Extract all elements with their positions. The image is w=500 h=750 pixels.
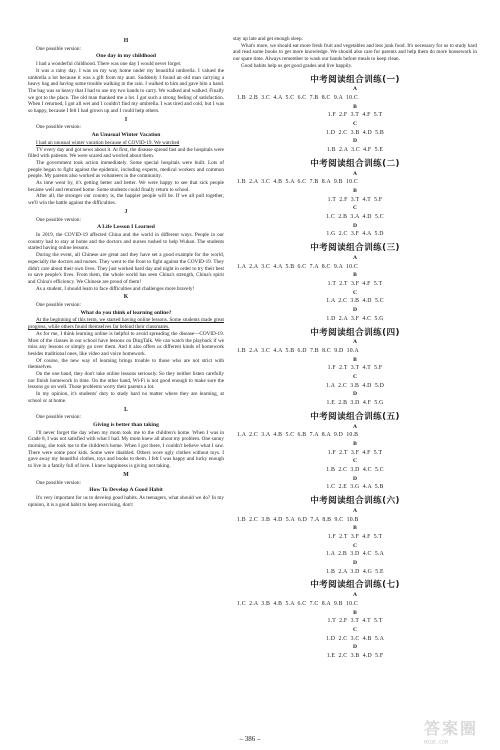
essay-paragraph: During the event, all Chinese are great and they have set a good example for the world, especially the doctors and nurses. They went to the front to fight against the COVID-19. They didn't care about their own lives. They just worked hard day and night in order to try their best to save people's lives. From them, the whole world has seen China's strength, China's spirit and China's efficiency. We Chinese are proud of them! — [28, 252, 224, 285]
essay-paragraph: In 2019, the COVID-19 affected China and the world in different ways. People in our country had to stay at home and the doctors and nurses rushed to help Wuhan. The students started having online lessons. — [28, 231, 224, 252]
essay-paragraph: As time went by, it's getting better and better. We were happy to see that sick people became well and returned home. Some students could finally return to school. — [28, 180, 224, 193]
right-column-answers — [233, 36, 477, 662]
answer-row: 1.B 2.C 3.D 4.C 5.C — [326, 467, 384, 474]
version-label: One possible version: — [36, 479, 81, 486]
answer-part-letter: D — [352, 644, 358, 651]
answer-row: 1.B 2.C 3.B 4.D 5.A 6.D 7.A 8.B 9.C 10.B — [237, 516, 359, 523]
answer-part-letter: D — [352, 307, 358, 314]
answer-row: 1.C 2.E 3.G 4.A 5.B — [326, 484, 384, 491]
answer-part-letter: C — [352, 627, 358, 633]
essay-title: One day in my childhood — [96, 53, 156, 60]
exercise-title: 中考阅读组合训练(六) — [310, 496, 400, 507]
section-letter: I — [124, 116, 128, 123]
answer-row: 1.A 2.C 3.B 4.D 5.D — [326, 382, 384, 389]
essay-paragraph: After all, the stronger our country is, the happier people will be. If we all pull together, we'll win the battle against the difficulties. — [28, 193, 224, 207]
exercise-title: 中考阅读组合训练(三) — [310, 243, 400, 254]
answer-row: 1.B 2.A 3.D 4.G 5.E — [326, 568, 384, 575]
answer-row: 1.T 2.T 3.F 4.F 5.T — [327, 280, 383, 287]
exercise-title: 中考阅读组合训练(二) — [310, 158, 400, 169]
answer-row: 1.A 2.C 3.A 4.B 5.C 6.B 7.A 8.A 9.D 10.B — [237, 432, 359, 439]
answer-row: 1.F 2.T 3.F 4.F 5.T — [327, 533, 383, 540]
section-letter: J — [124, 208, 128, 215]
answer-row: 1.B 2.B 3.C 4.A 5.C 6.C 7.B 8.C 9.A 10.C — [237, 94, 358, 101]
answer-row: 1.D 2.C 3.C 4.B 5.A — [326, 635, 384, 642]
answer-row: 1.A 2.C 3.B 4.D 5.C — [326, 298, 384, 305]
exercise-title: 中考阅读组合训练(四) — [310, 327, 400, 338]
section-letter: L — [124, 406, 128, 413]
answer-part-letter: D — [352, 222, 358, 229]
section-letter: K — [123, 294, 129, 301]
essay-paragraph: In my opinion, it's students' duty to study hard no matter where they are learning, at school or at home. — [28, 391, 224, 404]
essay-paragraph: What's more, we should eat more fresh fruit and vegetables and less junk food. It's necessary for us to study hard and read some books to get more knowledge. We should also care for parents and help them do more housework in our spare time. Always remember to wash our hands before meals to keep clean. — [233, 42, 477, 63]
essay-title: An Unusual Winter Vacation — [91, 132, 161, 139]
answer-row: 1.T 2.F 3.T 4.T 5.T — [327, 618, 383, 625]
answer-row: 1.A 2.B 3.D 4.C 5.A — [326, 551, 384, 558]
answer-row: 1.F 2.T 3.F 4.F 5.T — [327, 449, 383, 456]
essay-paragraph: I'll never forget the day when my mom took me to the children's home. When I was in Grade 8, I was not satisfied with what I had. My mom knew all about my problem. One sunny morning, she took me to the children's home. When I got there, I couldn't believe what I saw. There were some poor kids. Some were disabled. Others wore ugly clothes without toys. I gave away my beautiful clothes, toys and books to them. I felt I was happy and lucky enough to live in a family full of love. I knew happiness is giving not taking. — [28, 429, 224, 470]
section-letter: M — [123, 471, 129, 478]
answer-row: 1.G 2.C 3.F 4.A 5.D — [326, 231, 384, 238]
answer-row: 1.E 2.B 3.D 4.F 5.G — [326, 400, 384, 407]
answer-row: 1.A 2.A 3.C 4.A 5.B 6.C 7.A 8.C 9.A 10.C — [237, 263, 358, 270]
essay-paragraph: stay up late and get enough sleep. — [233, 36, 303, 42]
version-label: One possible version: — [36, 124, 81, 131]
answer-part-letter: D — [352, 138, 358, 145]
answer-sections — [233, 74, 477, 660]
answer-part-letter: A — [352, 592, 358, 599]
answer-part-letter: A — [352, 86, 358, 93]
watermark-logo: 答案圈 — [424, 719, 479, 738]
essay-title: A Life Lesson I Learned — [97, 224, 155, 231]
answer-row: 1.D 2.A 3.F 4.C 5.G — [326, 315, 384, 322]
answer-part-letter: C — [352, 289, 358, 296]
answer-part-letter: B — [353, 187, 357, 194]
essay-paragraph: As for me, I think learning online is helpful to avoid spreading the disease—COVID-19. Most of the classes in our school have lessons on DingTalk. We can watch the playback if we miss any lessons or simply go over them. And it also offers us different kinds of homework besides traditional ones, like video and voice homework. — [28, 330, 224, 357]
left-column-essays — [28, 36, 224, 508]
exercise-title: 中考阅读组合训练(五) — [310, 411, 400, 422]
answer-part-letter: A — [352, 339, 358, 346]
essay-title: What do you think of learning online? — [80, 309, 172, 316]
answer-part-letter: B — [353, 609, 357, 616]
answer-row: 1.C 2.B 3.A 4.D 5.C — [326, 214, 384, 221]
essay-title: Giving is better than taking — [93, 421, 159, 428]
answer-row: 1.F 2.F 3.T 4.F 5.T — [327, 112, 383, 119]
essay-title: How To Develop A Good Habit — [89, 487, 163, 494]
answer-part-letter: D — [352, 475, 358, 482]
answer-part-letter: C — [352, 458, 358, 465]
answer-part-letter: A — [352, 254, 358, 261]
answer-part-letter: A — [352, 423, 358, 430]
answer-part-letter: C — [352, 374, 358, 381]
section-letter: H — [123, 38, 129, 44]
essay-paragraph: I had a wonderful childhood. There was one day I would never forget. — [36, 61, 182, 68]
answer-row: 1.T 2.F 3.T 4.T 5.F — [327, 196, 383, 203]
essay-paragraph: As a student, I should learn to face difficulties and challenges more bravely! — [36, 285, 195, 292]
answer-part-letter: D — [352, 560, 358, 567]
version-label: One possible version: — [36, 45, 81, 52]
version-label: One possible version: — [36, 302, 81, 309]
version-label: One possible version: — [36, 216, 81, 223]
answer-part-letter: B — [353, 356, 357, 363]
essay-paragraph: The government took action immediately. Some special hospitals were built. Lots of people began to fight against the epidemic, including experts, medical workers and common people. My parents also worked as volunteers in the community. — [28, 159, 224, 180]
essay-paragraph: TV every day and got news about it. At first, the disease spread fast and the hospitals were filled with patients. We were scared and worried about them. — [28, 146, 224, 160]
answer-row: 1.C 2.A 3.B 4.B 5.A 6.C 7.C 8.A 9.B 10.C — [237, 600, 358, 607]
version-label: One possible version: — [36, 414, 81, 421]
essay-paragraph: At the beginning of this term, we started having online lessons. Some students made great progress, while others found themselves far behind their classmates. — [28, 317, 224, 331]
answer-row: 1.B 2.A 3.C 4.F 5.E — [326, 147, 384, 154]
answer-row: 1.D 2.C 3.B 4.D 5.B — [326, 129, 384, 136]
answer-part-letter: B — [353, 103, 357, 110]
answer-part-letter: D — [352, 391, 358, 398]
answer-part-letter: A — [352, 170, 358, 177]
answer-row: 1.B 2.A 3.C 4.A 5.B 6.D 7.B 8.C 9.D 10.A — [237, 347, 359, 354]
answer-row: 1.F 2.T 3.T 4.T 5.F — [327, 365, 383, 372]
page-number: – 386 – — [239, 735, 261, 743]
essay-paragraph: I had an unusual winter vacation because of COVID-19. We watched — [36, 139, 180, 146]
answer-part-letter: C — [352, 542, 358, 549]
essay-paragraph: It's very important for us to develop good habits. As teenagers, what should we do? In my opinion, it is a good habit to keep exercising, don't — [28, 495, 224, 508]
essay-paragraph: It was a rainy day. I was on my way home under my beautiful umbrella. I valued the umbrella a lot because it was a gift from my aunt. Suddenly I found an old man carrying a heavy bag and having some trouble walking in the rain. I walked to him and gave him a hand. The bag was so heavy that I had to use my two hands to carry. We walked and walked. Finally we got to the place. The old man thanked me a lot. I got such a strong feeling of satisfaction. When I returned, I got all wet and I couldn't find my umbrella. I was tired and cold, but I was so happy, because I felt I had grown up and I could help others. — [28, 67, 224, 115]
answer-part-letter: C — [352, 205, 358, 212]
exercise-title: 中考阅读组合训练(七) — [310, 580, 400, 591]
exercise-title: 中考阅读组合训练(一) — [310, 74, 400, 85]
answer-part-letter: B — [353, 272, 357, 279]
essay-paragraph: On the one hand, they don't take online lessons seriously. So they neither listen carefully nor finish homework in time. On the other hand, Wi-Fi is not good enough to make sure the lessons go on well. Those problems worry their parents a lot. — [28, 371, 224, 391]
answer-part-letter: A — [352, 507, 358, 514]
answer-row: 1.E 2.C 3.B 4.D 5.F — [326, 653, 384, 660]
essay-paragraph: Good habits help us get good grades and live happily. — [241, 62, 353, 69]
essay-paragraph: Of course, the new way of learning brings trouble to those who are not strict with themselves. — [28, 357, 224, 371]
answer-part-letter: C — [352, 121, 358, 128]
essay-continuation — [233, 36, 477, 70]
answer-row: 1.B 2.A 3.C 4.B 5.A 6.C 7.B 8.A 9.B 10.C — [237, 179, 358, 186]
watermark-url: MXQE.COM — [424, 740, 449, 746]
answer-part-letter: B — [353, 525, 357, 532]
answer-part-letter: B — [353, 440, 357, 447]
